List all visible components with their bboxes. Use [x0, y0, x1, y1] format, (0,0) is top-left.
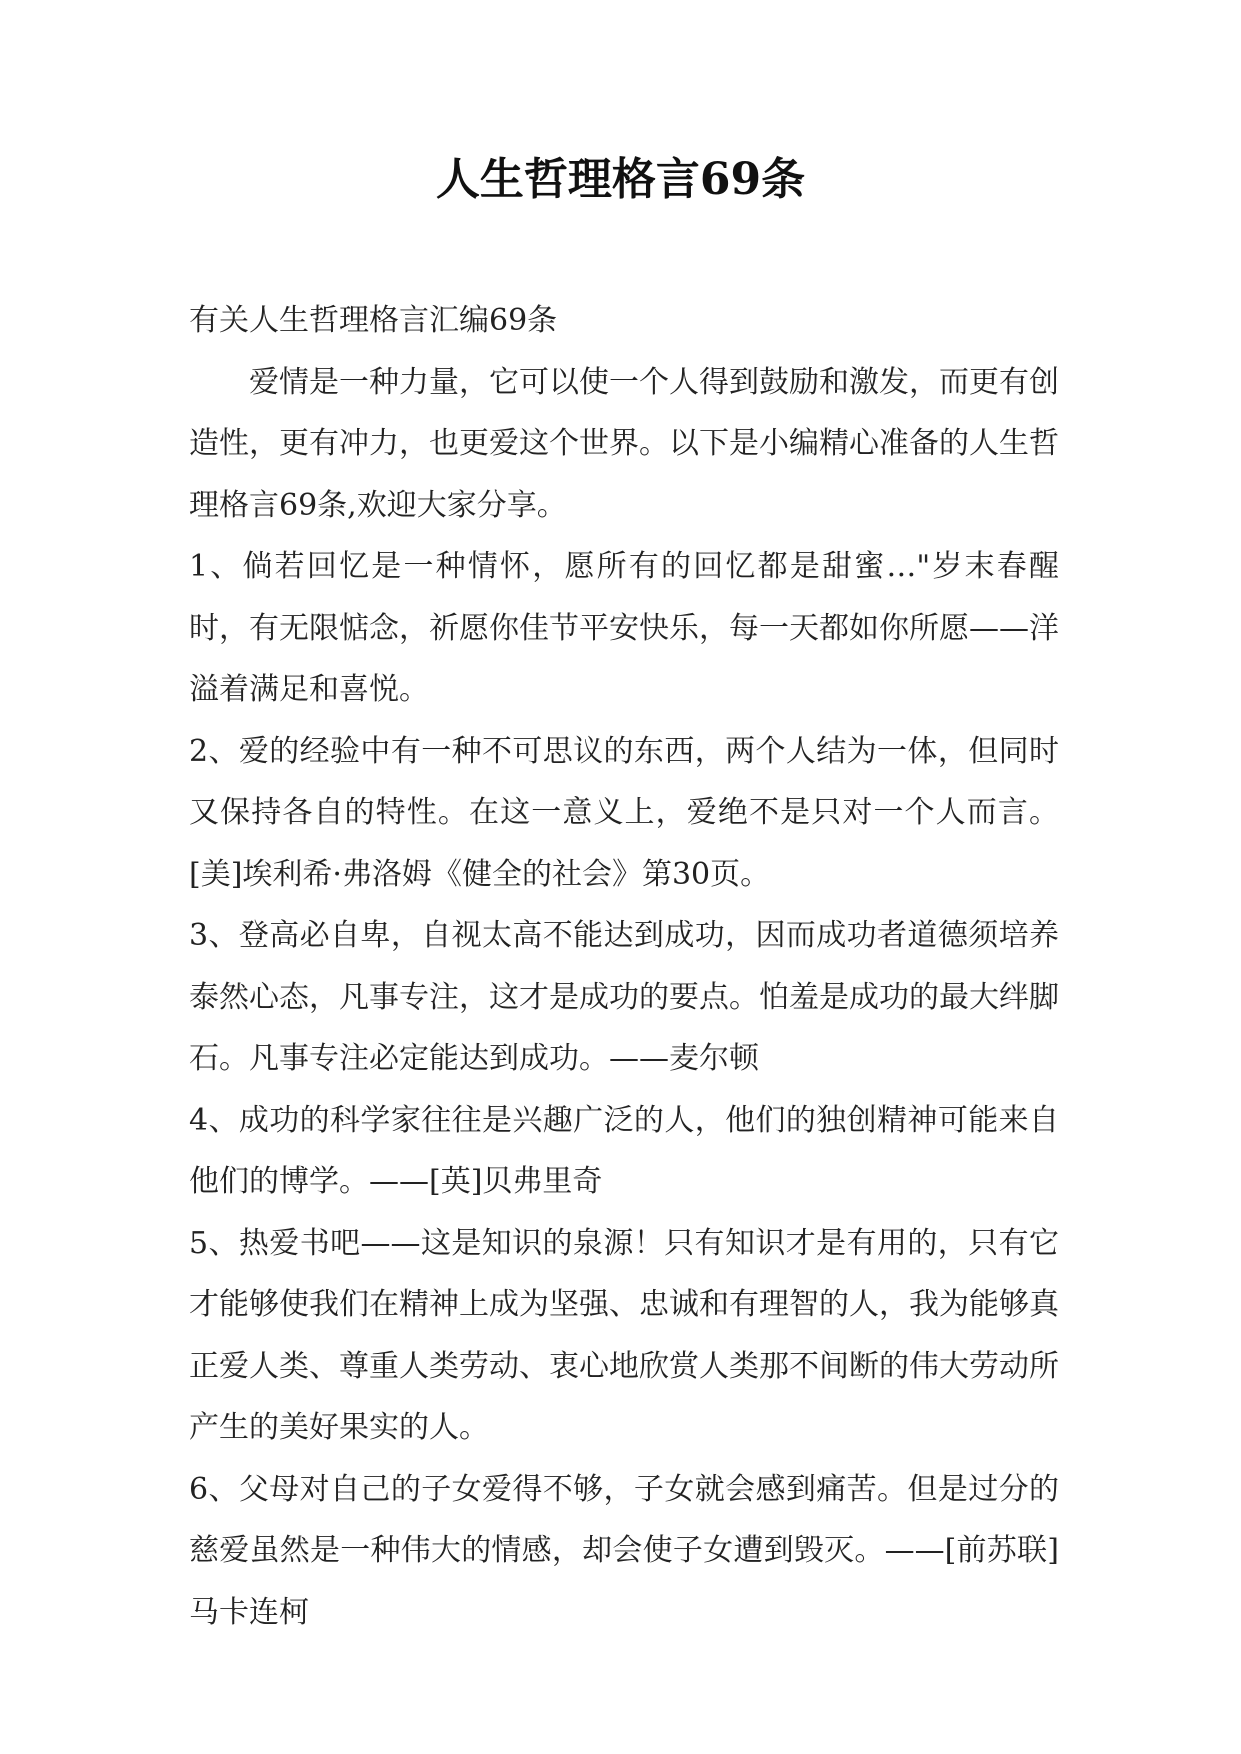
- intro-paragraph: 爱情是一种力量，它可以使一个人得到鼓励和激发，而更有创造性，更有冲力，也更爱这个世界。以下是小编精心准备的人生哲理格言69条,欢迎大家分享。: [189, 364, 1059, 523]
- quote-item-5: 5、热爱书吧——这是知识的泉源！只有知识才是有用的，只有它才能够使我们在精神上成为坚强、忠诚和有理智的人，我为能够真正爱人类、尊重人类劳动、衷心地欣赏人类那不间断的伟大劳动所产生的美好果实的人。: [189, 1225, 1059, 1445]
- document-body: [189, 290, 1059, 1643]
- document-subtitle: 有关人生哲理格言汇编69条: [189, 303, 558, 338]
- quote-item-1: 1、倘若回忆是一种情怀，愿所有的回忆都是甜蜜…"岁末春醒时，有无限惦念，祈愿你佳节平安快乐，每一天都如你所愿——洋溢着满足和喜悦。: [189, 549, 1059, 707]
- quote-item-3: 3、登高必自卑，自视太高不能达到成功，因而成功者道德须培养泰然心态，凡事专注，这才是成功的要点。怕羞是成功的最大绊脚石。凡事专注必定能达到成功。——麦尔顿: [189, 918, 1059, 1076]
- quote-item-2: 2、爱的经验中有一种不可思议的东西，两个人结为一体，但同时又保持各自的特性。在这一意义上，爱绝不是只对一个人而言。[美]埃利希·弗洛姆《健全的社会》第30页。: [189, 733, 1059, 892]
- quote-item-6: 6、父母对自己的子女爱得不够，子女就会感到痛苦。但是过分的慈爱虽然是一种伟大的情感，却会使子女遭到毁灭。——[前苏联]马卡连柯: [189, 1471, 1059, 1630]
- quote-item-4: 4、成功的科学家往往是兴趣广泛的人，他们的独创精神可能来自他们的博学。——[英]贝弗里奇: [189, 1102, 1059, 1199]
- document-title: 人生哲理格言69条: [435, 154, 806, 205]
